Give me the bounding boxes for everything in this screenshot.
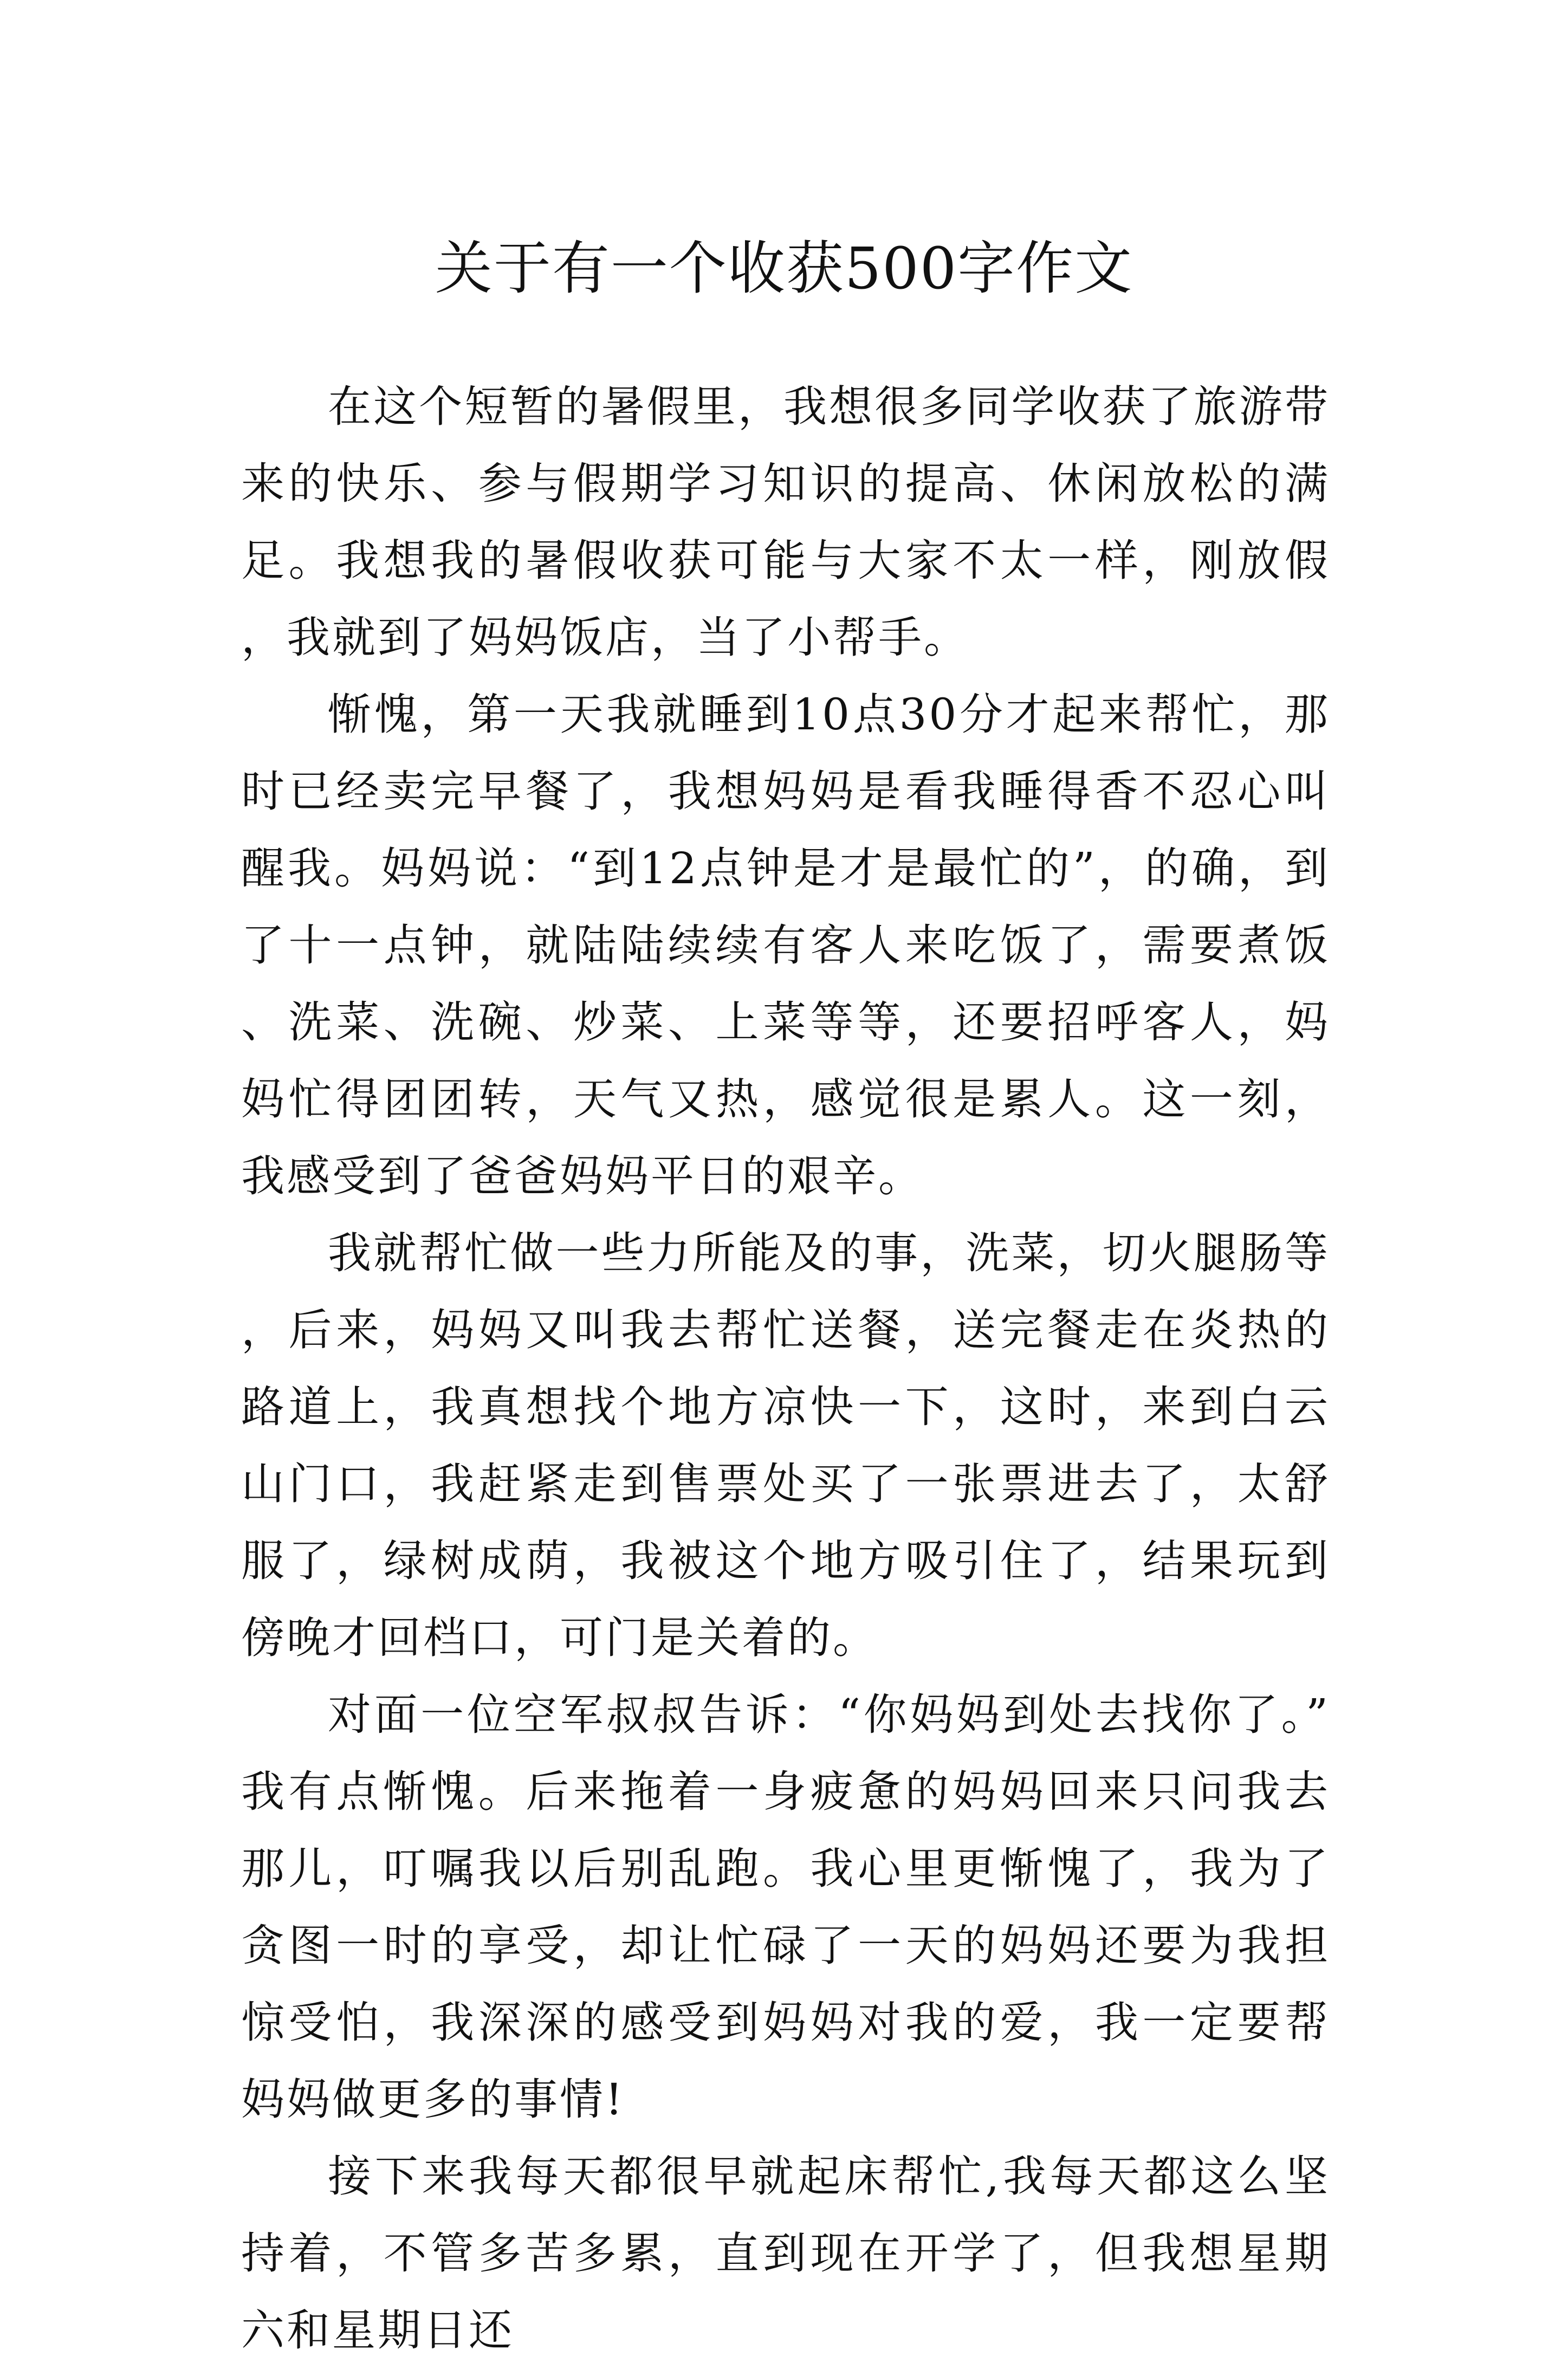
paragraph-2: 惭愧，第一天我就睡到10点30分才起来帮忙，那时已经卖完早餐了，我想妈妈是看我睡得香不忍心叫醒我。妈妈说：“到12点钟是才是最忙的”，的确，到了十一点钟，就陆陆续续有客人来吃饭了，需要煮饭、洗菜、洗碗、炒菜、上菜等等，还要招呼客人，妈妈忙得团团转，天气又热，感觉很是累人。这一刻，我感受到了爸爸妈妈平日的艰辛。 <box>241 689 1330 1201</box>
paragraph-4: 对面一位空军叔叔告诉：“你妈妈到处去找你了。”我有点惭愧。后来拖着一身疲惫的妈妈回来只问我去那儿，叮嘱我以后别乱跑。我心里更惭愧了，我为了贪图一时的享受，却让忙碌了一天的妈妈还要为我担惊受怕，我深深的感受到妈妈对我的爱，我一定要帮妈妈做更多的事情! <box>241 1690 1330 2125</box>
paragraph-3: 我就帮忙做一些力所能及的事，洗菜，切火腿肠等，后来，妈妈又叫我去帮忙送餐，送完餐走在炎热的路道上，我真想找个地方凉快一下，这时，来到白云山门口，我赶紧走到售票处买了一张票进去了，太舒服了，绿树成荫，我被这个地方吸引住了，结果玩到傍晚才回档口，可门是关着的。 <box>241 1228 1330 1663</box>
document-body <box>241 368 1330 2369</box>
document-title: 关于有一个收获500字作文 <box>435 235 1133 302</box>
paragraph-5: 接下来我每天都很早就起床帮忙,我每天都这么坚持着，不管多苦多累，直到现在开学了，但我想星期六和星期日还 <box>241 2151 1330 2355</box>
paragraph-1: 在这个短暂的暑假里，我想很多同学收获了旅游带来的快乐、参与假期学习知识的提高、休闲放松的满足。我想我的暑假收获可能与大家不太一样，刚放假，我就到了妈妈饭店，当了小帮手。 <box>241 381 1330 663</box>
